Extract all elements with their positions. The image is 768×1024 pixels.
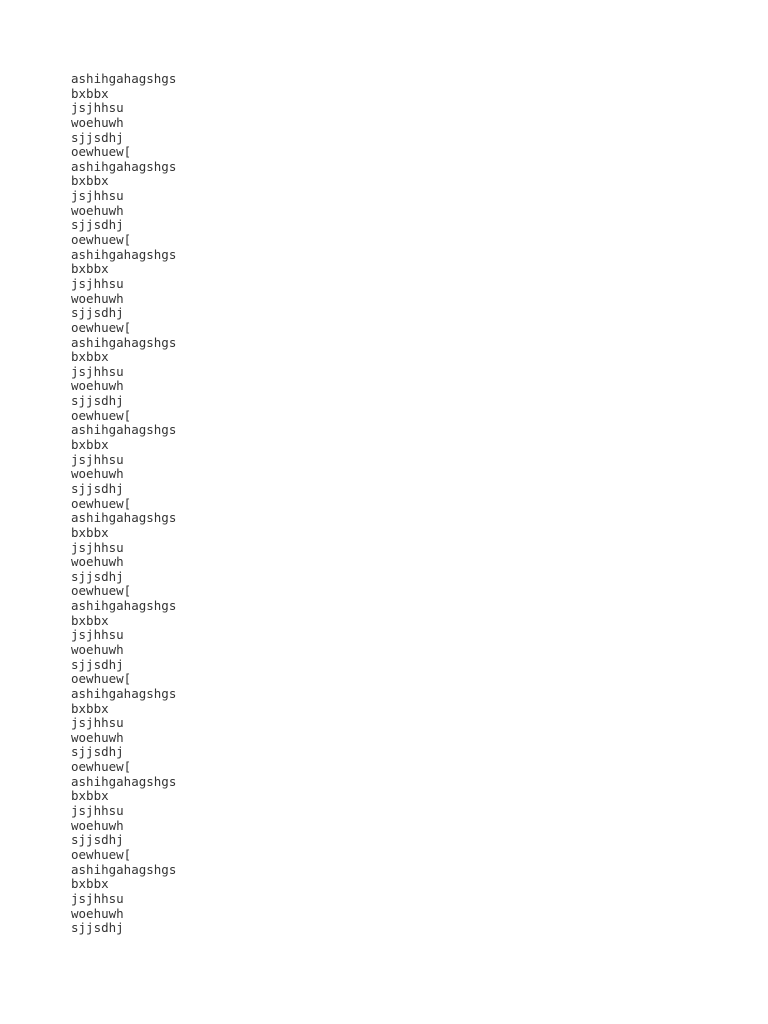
document-text-line: ashihgahagshgs [71, 773, 177, 789]
document-text-line: ashihgahagshgs [71, 422, 177, 438]
document-text-line: bxbbx [71, 524, 109, 540]
document-text-line: woehuwh [71, 729, 124, 745]
document-text-line: sjjsdhj [71, 305, 124, 321]
document-text-line: ashihgahagshgs [71, 685, 177, 701]
document-text-line: sjjsdhj [71, 568, 124, 584]
document-text-line: bxbbx [71, 612, 109, 628]
document-text-line: ashihgahagshgs [71, 510, 177, 526]
document-text-line: ashihgahagshgs [71, 861, 177, 877]
document-text-line: sjjsdhj [71, 393, 124, 409]
document-text-line: jsjhhsu [71, 363, 124, 379]
document-text-line: woehuwh [71, 114, 124, 130]
document-text-line: bxbbx [71, 437, 109, 453]
document-text-line: oewhuew[ [71, 232, 132, 248]
document-text-block [71, 72, 176, 936]
document-text-line: jsjhhsu [71, 890, 124, 906]
document-text-line: jsjhhsu [71, 188, 124, 204]
document-text-line: jsjhhsu [71, 539, 124, 555]
document-text-line: sjjsdhj [71, 744, 124, 760]
document-text-line: oewhuew[ [71, 583, 132, 599]
document-text-line: jsjhhsu [71, 715, 124, 731]
document-text-line: woehuwh [71, 641, 124, 657]
document-text-line: oewhuew[ [71, 144, 132, 160]
document-text-line: jsjhhsu [71, 627, 124, 643]
document-text-line: ashihgahagshgs [71, 158, 177, 174]
document-text-line: sjjsdhj [71, 832, 124, 848]
document-text-line: sjjsdhj [71, 217, 124, 233]
document-text-line: oewhuew[ [71, 407, 132, 423]
document-text-line: woehuwh [71, 290, 124, 306]
document-text-line: bxbbx [71, 173, 109, 189]
document-text-line: bxbbx [71, 700, 109, 716]
document-text-line: woehuwh [71, 466, 124, 482]
document-text-line: sjjsdhj [71, 656, 124, 672]
document-text-line: jsjhhsu [71, 275, 124, 291]
document-text-line: oewhuew[ [71, 846, 132, 862]
document-text-line: jsjhhsu [71, 803, 124, 819]
document-text-line: sjjsdhj [71, 480, 124, 496]
document-text-line: bxbbx [71, 876, 109, 892]
document-text-line: ashihgahagshgs [71, 334, 177, 350]
document-text-line: oewhuew[ [71, 495, 132, 511]
document-text-line: woehuwh [71, 202, 124, 218]
document-text-line: jsjhhsu [71, 100, 124, 116]
document-text-line: woehuwh [71, 554, 124, 570]
document-text-line: bxbbx [71, 788, 109, 804]
document-text-line: sjjsdhj [71, 129, 124, 145]
document-text-line: ashihgahagshgs [71, 71, 177, 86]
document-text-line: oewhuew[ [71, 319, 132, 335]
document-text-line: jsjhhsu [71, 451, 124, 467]
document-text-line: bxbbx [71, 349, 109, 365]
document-text-line: woehuwh [71, 817, 124, 833]
document-text-line: woehuwh [71, 905, 124, 921]
document-text-line: ashihgahagshgs [71, 598, 177, 614]
document-text-line: oewhuew[ [71, 671, 132, 687]
document-text-line: ashihgahagshgs [71, 246, 177, 262]
document-text-line: oewhuew[ [71, 759, 132, 775]
document-text-line: sjjsdhj [71, 920, 124, 936]
document-text-line: woehuwh [71, 378, 124, 394]
document-text-line: bxbbx [71, 261, 109, 277]
document-text-line: bxbbx [71, 85, 109, 101]
